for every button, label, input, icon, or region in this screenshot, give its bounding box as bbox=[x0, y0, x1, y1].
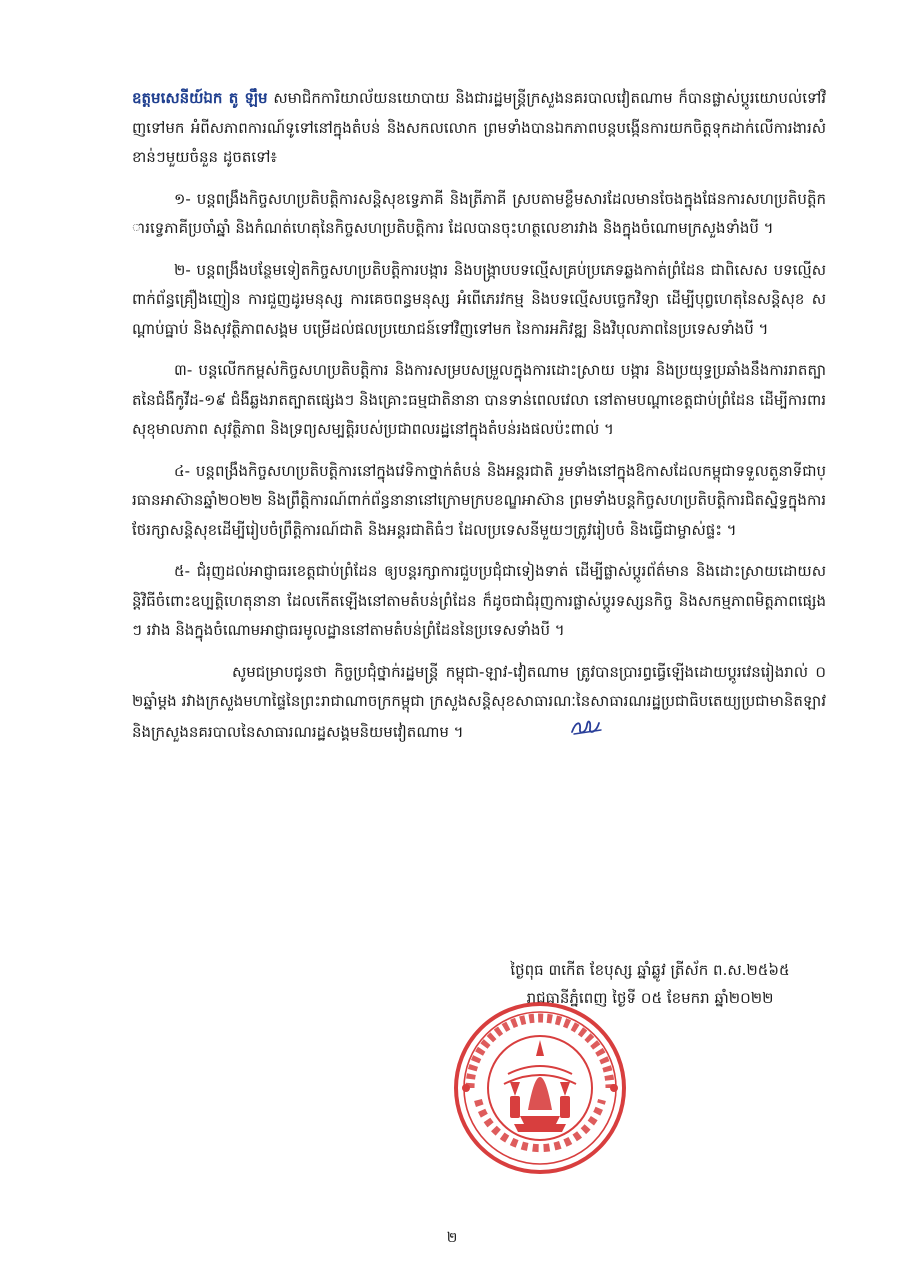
point-paragraph-5: ៥- ជំរុញដល់អាជ្ញាធរខេត្តជាប់ព្រំដែន ឲ្យបន្តរក្សាការជួបប្រជុំជាទៀងទាត់ ដើម្បីផ្លាស់ប្តូរព័ត៌មាន និងដោះស្រាយដោយសន្តិវិធីចំពោះឧប្បត្តិហេតុនានា ដែលកើតឡើងនៅតាមតំបន់ព្រំដែន ក៏ដូចជាជំរុញការផ្លាស់ប្តូរទស្សនកិច្ច និងសកម្មភាពមិត្តភាពផ្សេងៗ រវាង និងក្នុងចំណោមអាជ្ញាធរមូលដ្ឋាននៅតាមតំបន់ព្រំដែននៃប្រទេសទាំងបី ។ bbox=[132, 562, 826, 639]
point-paragraph-3: ៣- បន្តលើកកម្ពស់កិច្ចសហប្រតិបត្តិការ និងការសម្របសម្រួលក្នុងការដោះស្រាយ បង្ការ និងប្រយុទ្ធប្រឆាំងនឹងការរាតត្បាតនៃជំងឺកូវីដ-១៩ ជំងឺឆ្លងរាតត្បាតផ្សេងៗ និងគ្រោះធម្មជាតិនានា បានទាន់ពេលវេលា នៅតាមបណ្តាខេត្តជាប់ព្រំដែន ដើម្បីការពារសុខុមាលភាព សុវត្ថិភាព និងទ្រព្យសម្បត្តិរបស់ប្រជាពលរដ្ឋនៅក្នុងតំបន់រងផលប៉ះពាល់ ។ bbox=[132, 361, 826, 438]
point-paragraph-1: ១- បន្តពង្រឹងកិច្ចសហប្រតិបត្តិការសន្តិសុខទ្វេភាគី និងត្រីភាគី ស្របតាមខ្លឹមសារដែលមានចែងក្នុងផែនការសហប្រតិបត្តិការទ្វេភាគីប្រចាំឆ្នាំ និងកំណត់ហេតុនៃកិច្ចសហប្រតិបត្តិការ ដែលបានចុះហត្ថលេខារវាង និងក្នុងចំណោមក្រសួងទាំងបី ។ bbox=[132, 189, 826, 237]
lunar-date: ថ្ងៃពុធ ៣កើត ខែបុស្ស ឆ្នាំឆ្លូវ ត្រីស័ក ព.ស.២៥៦៥ bbox=[510, 961, 790, 979]
closing-paragraph bbox=[132, 658, 826, 748]
handwritten-initials-icon bbox=[470, 717, 604, 748]
point-paragraph-2: ២- បន្តពង្រឹងបន្ថែមទៀតកិច្ចសហប្រតិបត្តិការបង្ការ និងបង្ក្រាបបទល្មើសគ្រប់ប្រភេទឆ្លងកាត់ព្រំដែន ជាពិសេស បទល្មើសពាក់ព័ន្ធគ្រឿងញៀន ការជួញដូរមនុស្ស ការគេចពន្ធមនុស្ស អំពើភេរវកម្ម និងបទល្មើសបច្ចេកវិទ្យា ដើម្បីបុព្វហេតុនៃសន្តិសុខ សណ្តាប់ធ្នាប់ និងសុវត្ថិភាពសង្គម បម្រើដល់ផលប្រយោជន៍ទៅវិញទៅមក នៃការអភិវឌ្ឍ និងវិបុលភាពនៃប្រទេសទាំងបី ។ bbox=[132, 260, 826, 338]
intro-text: សមាជិកការិយាល័យនយោបាយ និងជារដ្ឋមន្ត្រីក្រសួងនគរបាលវៀតណាម ក៏បានផ្លាស់ប្តូរយោបល់ទៅវិញទៅមក អំពីសភាពការណ៍ទូទៅនៅក្នុងតំបន់ និងសកលលោក ព្រមទាំងបានឯកភាពបន្តបង្កើនការយកចិត្តទុកដាក់លើការងារសំខាន់ៗមួយចំនួន ដូចតទៅ៖ bbox=[132, 89, 826, 166]
page-number: ២ bbox=[446, 1230, 458, 1246]
point-paragraph-4: ៤- បន្តពង្រឹងកិច្ចសហប្រតិបត្តិការនៅក្នុងវេទិកាថ្នាក់តំបន់ និងអន្តរជាតិ រួមទាំងនៅក្នុងឱកាសដែលកម្ពុជាទទួលតួនាទីជាប្រធានអាស៊ានឆ្នាំ២០២២ និងព្រឹត្តិការណ៍ពាក់ព័ន្ធនានានៅក្រោមក្របខណ្ឌអាស៊ាន ព្រមទាំងបន្តកិច្ចសហប្រតិបត្តិការជិតស្និទ្ធក្នុងការថែរក្សាសន្តិសុខដើម្បីរៀបចំព្រឹត្តិការណ៍ជាតិ និងអន្តរជាតិធំៗ ដែលប្រទេសនីមួយៗត្រូវរៀបចំ និងធ្វើជាម្ចាស់ផ្ទះ ។ bbox=[132, 461, 826, 539]
closing-text: សូមជម្រាបជូនថា កិច្ចប្រជុំថ្នាក់រដ្ឋមន្ត្រី កម្ពុជា-ឡាវ-វៀតណាម ត្រូវបានប្រារព្ធធ្វើឡើងដោយប្តូរវេនរៀងរាល់ ០២ឆ្នាំម្តង រវាងក្រសួងមហាផ្ទៃនៃព្រះរាជាណាចក្រកម្ពុជា ក្រសួងសន្តិសុខសាធារណៈនៃសាធារណរដ្ឋប្រជាធិបតេយ្យប្រជាមានិតឡាវ និងក្រសួងនគរបាលនៃសាធារណរដ្ឋសង្គមនិយមវៀតណាម ។ bbox=[132, 662, 826, 741]
solar-date: រាជធានីភ្នំពេញ ថ្ងៃទី ០៥ ខែមករា ឆ្នាំ២០២២ bbox=[526, 989, 774, 1007]
official-red-seal-icon bbox=[452, 1000, 628, 1176]
document-body bbox=[132, 84, 826, 747]
intro-paragraph bbox=[132, 84, 826, 173]
author-name: ឧត្តមសេនីយ៍ឯក តូ ឡឹម bbox=[132, 89, 268, 107]
